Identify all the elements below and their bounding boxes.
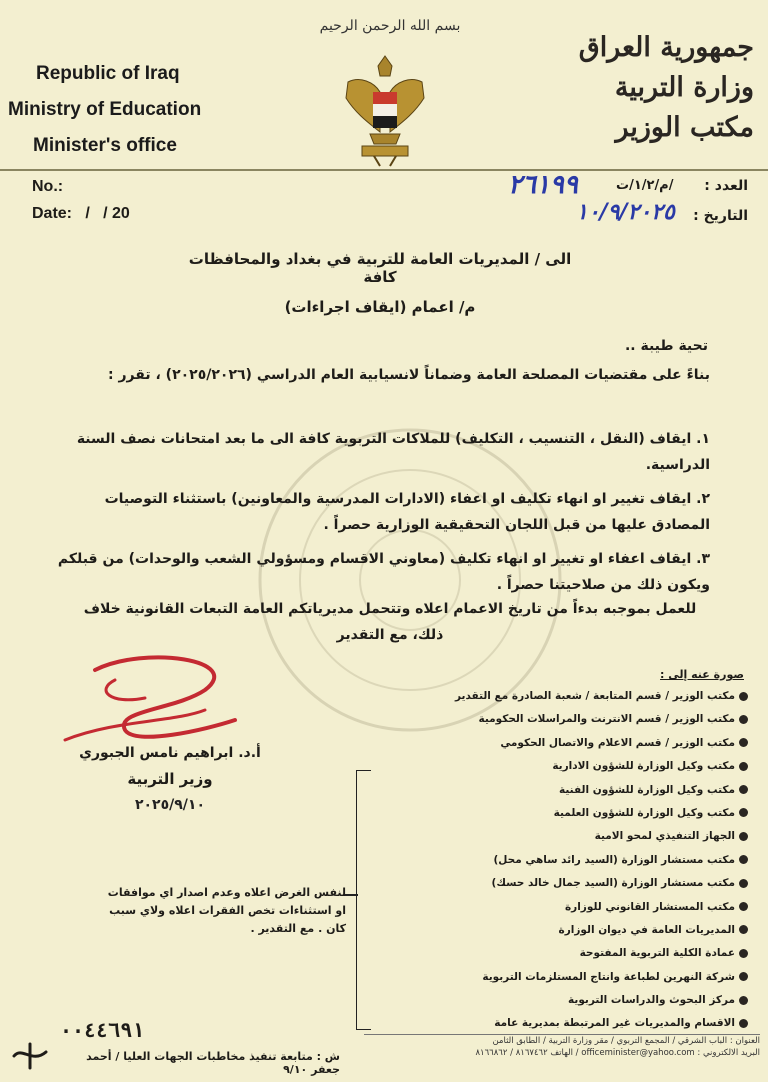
cc-item: [388, 989, 748, 1012]
bullet-icon: [739, 949, 748, 958]
cc-item-text: مركز البحوث والدراسات التربوية: [568, 994, 735, 1007]
arabic-ministry: وزارة التربية: [614, 72, 754, 103]
bullet-icon: [739, 762, 748, 771]
cc-item-text: مكتب الوزير / قسم المتابعة / شعبة الصادرة مع التقدير: [454, 690, 735, 702]
bullet-icon: [739, 738, 748, 747]
footer-contact: البريد الالكتروني : officeminister@yahoo.com / الهاتف ٨١٦٧٤٦٢ / ٨١٦٦٨٦٢: [475, 1048, 760, 1058]
cc-item: [388, 755, 748, 778]
reference-number: ٢٦١٩٩: [508, 170, 578, 200]
reference-prefix: م/١/٢/ت/: [616, 178, 674, 193]
cc-item-text: عمادة الكلية التربوية المفتوحة: [579, 947, 735, 960]
cc-item-text: مكتب المستشار القانوني للوزارة: [564, 900, 735, 913]
letter-item-3: ٣. ايقاف اعفاء او تغيير او انهاء تكليف (معاوني الاقسام ومسؤولي الشعب والوحدات) من قبلكم ويكون ذلك من صلاحيتنا حصراً .: [57, 551, 710, 593]
iraq-eagle-emblem-icon: [340, 52, 430, 170]
arabic-office: مكتب الوزير: [615, 112, 754, 143]
letter-closing: للعمل بموجبه بدءاً من تاريخ الاعمام اعلاه وتتحمل مديرياتكم العامة التبعات القانونية خلاف ذلك، مع التقدير: [83, 601, 697, 643]
footer-address: العنوان : الباب الشرقي / المجمع التربوي / مقر وزارة التربية / الطابق الثامن: [492, 1036, 760, 1046]
bullet-icon: [739, 808, 748, 817]
cc-item-text: الاقسام والمديريات غير المرتبطة بمديرية عامة: [494, 1017, 735, 1030]
cc-item-text: مكتب الوزير / قسم الاعلام والاتصال الحكومي: [500, 736, 735, 749]
bullet-icon: [739, 972, 748, 981]
cc-item: [388, 802, 748, 825]
cc-item-text: مكتب وكيل الوزارة للشؤون العلمية: [553, 806, 735, 819]
english-republic: Republic of Iraq: [36, 63, 180, 84]
arabic-letterhead: [564, 28, 754, 148]
cc-item: [388, 685, 748, 708]
cc-item: [388, 1012, 748, 1035]
english-number-label: No.:: [32, 178, 64, 195]
cc-item: [388, 966, 748, 989]
arabic-republic: جمهورية العراق: [578, 32, 754, 63]
bullet-icon: [739, 996, 748, 1005]
letter-greeting: تحية طيبة ..: [624, 338, 708, 354]
cc-item: [388, 779, 748, 802]
bullet-icon: [739, 879, 748, 888]
cc-item-text: مكتب مستشار الوزارة (السيد رائد ساهي محل): [493, 853, 735, 866]
reference-date: ١٠/٩/٢٠٢٥: [576, 200, 675, 225]
english-ministry: Ministry of Education: [8, 99, 202, 120]
cc-item: [388, 849, 748, 872]
bullet-icon: [739, 692, 748, 701]
letter-recipient: الى / المديريات العامة للتربية في بغداد والمحافظات كافة: [188, 250, 572, 286]
bullet-icon: [739, 902, 748, 911]
letter-intro: بناءً على مقتضيات المصلحة العامة وضماناً لانسيابية العام الدراسي (٢٠٢٥/٢٠٢٦) ، تقرر :: [108, 367, 710, 383]
handwritten-signature-icon: [55, 650, 255, 750]
cc-item-text: المديريات العامة في ديوان الوزارة: [558, 923, 735, 936]
bullet-icon: [739, 832, 748, 841]
cc-bracket-arrow: [344, 894, 358, 896]
cc-title: صورة عنه إلى :: [660, 668, 744, 681]
cc-item: [388, 732, 748, 755]
cc-bracket: [356, 770, 371, 1030]
cc-item: [388, 825, 748, 848]
cc-list: [388, 685, 748, 1036]
letter-item-2: ٢. ايقاف تغيير او انهاء تكليف او اعفاء (الادارات المدرسية والمعاونين) باستثناء التوصيات المصادق عليها من قبل اللجان التحقيقية الوزارية حصراً .: [104, 491, 710, 533]
header-divider: [0, 169, 768, 171]
cc-item-text: الجهاز التنفيذي لمحو الامية: [594, 830, 735, 843]
cc-item: [388, 942, 748, 965]
letter-subject: م/ اعمام (ايقاف اجراءات): [284, 298, 476, 316]
arabic-number-label: العدد :: [704, 178, 748, 194]
cc-item-text: مكتب وكيل الوزارة للشؤون الادارية: [552, 760, 735, 773]
signatory-title: وزير التربية: [127, 770, 213, 788]
cc-item-text: مكتب مستشار الوزارة (السيد جمال خالد حسك): [491, 877, 735, 890]
footer-contact-box: [364, 1034, 760, 1073]
cc-item: [388, 919, 748, 942]
footer-follow-up-note: ش : متابعة تنفيذ مخاطبات الجهات العليا / أحمد جعفر ٩/١٠: [86, 1050, 340, 1076]
cc-item: [388, 708, 748, 731]
cc-item-text: مكتب الوزير / قسم الانترنت والمراسلات الحكومية: [478, 713, 735, 726]
cc-item-text: مكتب وكيل الوزارة للشؤون الفنية: [559, 783, 735, 796]
bullet-icon: [739, 855, 748, 864]
english-date-label: Date: / / 20: [32, 205, 130, 222]
english-office: Minister's office: [33, 135, 177, 156]
cc-item: [388, 872, 748, 895]
handwritten-initial-icon: [12, 1040, 48, 1070]
bullet-icon: [739, 785, 748, 794]
cc-bracket-note: لنفس الغرض اعلاه وعدم اصدار اي موافقات او استثناءات تخص الفقرات اعلاه ولاي سبب كان . مع التقدير .: [107, 886, 346, 935]
cc-item: [388, 896, 748, 919]
bullet-icon: [739, 925, 748, 934]
document-serial: ٠٠٤٤٦٩١: [60, 1018, 145, 1042]
letter-item-1: ١. ايقاف (النقل ، التنسيب ، التكليف) للملاكات التربوية كافة الى ما بعد امتحانات نصف السنة الدراسية.: [76, 431, 710, 473]
english-letterhead: [8, 56, 218, 164]
cc-item-text: شركة النهرين لطباعة وانتاج المستلزمات التربوية: [482, 970, 735, 983]
signature-date: ٢٠٢٥/٩/١٠: [134, 797, 206, 813]
bullet-icon: [739, 715, 748, 724]
signatory-name: أ.د. ابراهيم نامس الجبوري: [79, 745, 261, 761]
arabic-date-label: التاريخ :: [693, 208, 748, 224]
bullet-icon: [739, 1019, 748, 1028]
basmala: بسم الله الرحمن الرحيم: [319, 18, 461, 34]
